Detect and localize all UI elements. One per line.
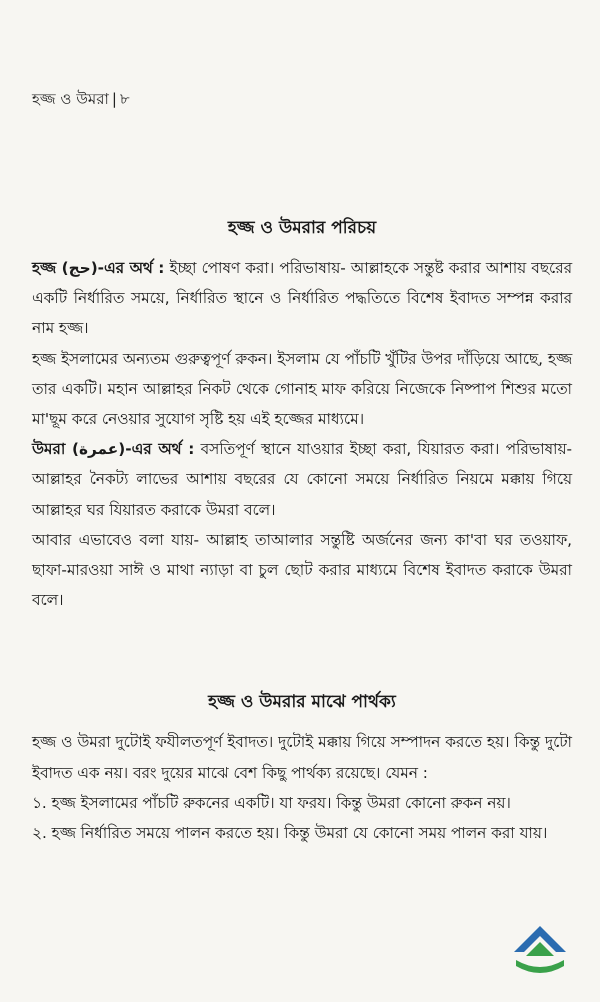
page-number: ৮ [119,90,130,108]
hajj-pillar-paragraph: হজ্জ ইসলামের অন্যতম গুরুত্বপূর্ণ রুকন। ইসলাম যে পাঁচটি খুঁটির উপর দাঁড়িয়ে আছে, হজ্জ তার একটি। মহান আল্লাহর নিকট থেকে গোনাহ মাফ করিয়ে নিজেকে নিষ্পাপ শিশুর মতো মা'ছূম করে নেওয়ার সুযোগ সৃষ্টি হয় এই হজ্জের মাধ্যমে। [32,349,572,429]
hajj-definition-text: ইচ্ছা পোষণ করা। পরিভাষায়- আল্লাহকে সন্তুষ্ট করার আশায় বছরের একটি নির্ধারিত সময়ে, নির্ধারিত স্থানে ও নির্ধারিত পদ্ধতিতে বিশেষ ইবাদত সম্পন্ন করার নাম হজ্জ। [32,259,572,338]
difference-point: ১. হজ্জ ইসলামের পাঁচটি রুকনের একটি। যা ফরয। কিন্তু উমরা কোনো রুকন নয়। [32,793,511,812]
hajj-definition [32,253,572,344]
section-heading-difference: হজ্জ ও উমরার মাঝে পার্থক্য [208,692,396,713]
section-heading-intro: হজ্জ ও উমরার পরিচয় [227,218,377,238]
umrah-term: উমরা (عمرة)-এর অর্থ : [32,440,195,459]
umrah-alternate-paragraph: আবার এভাবেও বলা যায়- আল্লাহ তাআলার সন্তুষ্টি অর্জনের জন্য কা'বা ঘর তওয়াফ, ছাফা-মারওয়া সাঈ ও মাথা ন্যাড়া বা চুল ছোট করার মাধ্যমে বিশেষ ইবাদত করাকে উমরা বলে। [32,530,572,610]
page-content [32,215,572,848]
hajj-term: হজ্জ (حج)-এর অর্থ : [32,259,165,277]
book-title: হজ্জ ও উমরা [32,90,109,108]
difference-intro: হজ্জ ও উমরা দুটোই ফযীলতপূর্ণ ইবাদত। দুটোই মক্কায় গিয়ে সম্পাদন করতে হয়। কিন্তু দুটো ইবাদত এক নয়। বরং দুয়ের মাঝে বেশ কিছু পার্থক্য রয়েছে। যেমন : [32,733,572,782]
difference-point: ২. হজ্জ নির্ধারিত সময়ে পালন করতে হয়। কিন্তু উমরা যে কোনো সময় পালন করা যায়। [32,824,548,843]
umrah-definition [32,434,572,525]
publisher-logo-icon [510,922,570,982]
page-header: হজ্জ ও উমরা | ৮ [32,90,130,108]
umrah-definition-text: বসতিপূর্ণ স্থানে যাওয়ার ইচ্ছা করা, যিয়ারত করা। পরিভাষায়- আল্লাহর নৈকট্য লাভের আশায় বছরের যে কোনো সময়ে নির্ধারিত নিয়মে মক্কায় গিয়ে আল্লাহর ঘর যিয়ারত করাকে উমরা বলে। [32,440,572,519]
